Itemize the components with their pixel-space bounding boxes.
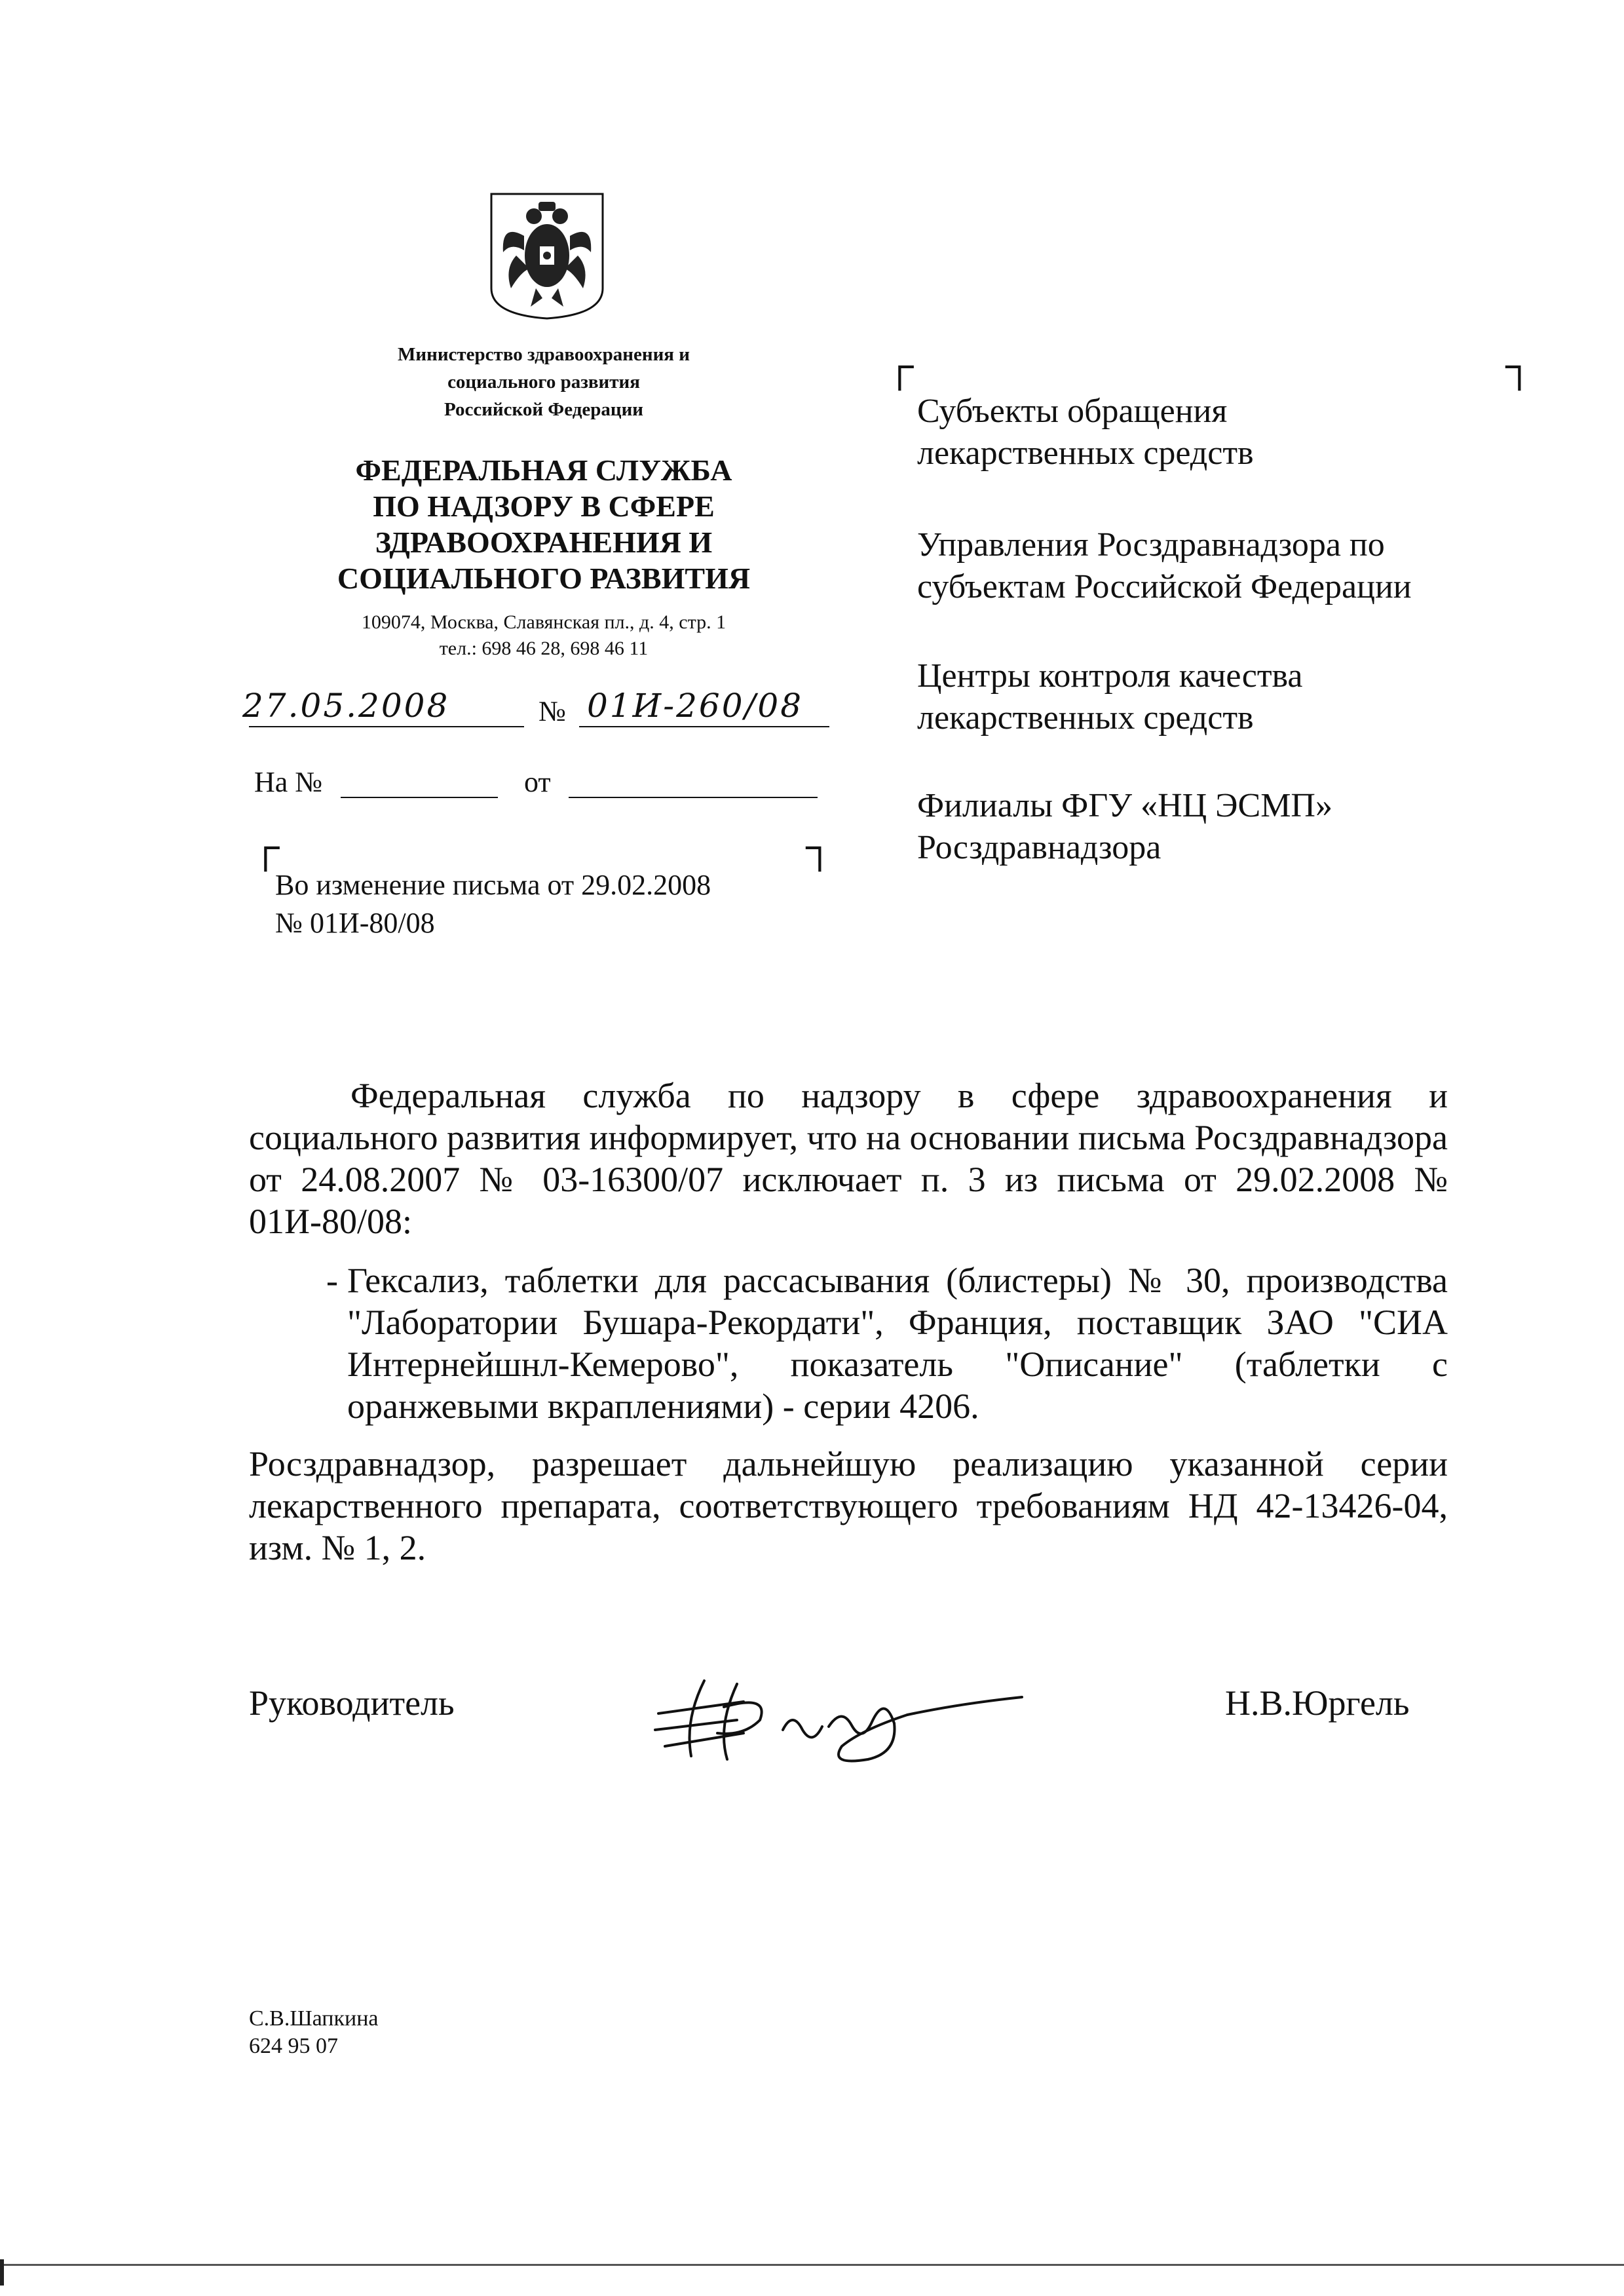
service-line: СОЦИАЛЬНОГО РАЗВИТИЯ bbox=[337, 562, 751, 595]
amendment-line: № 01И-80/08 bbox=[275, 907, 435, 939]
addressee-line: Центры контроля качества bbox=[917, 657, 1303, 695]
body-paragraph: Федеральная служба по надзору в сфере здравоохранения и социального развития информирует, что на основании письма Росздравнадзора от 24.08.2007 № 03-16300/07 исключает п. 3 из письма от 29.02.2008 № 01И-80/08: bbox=[249, 1076, 1448, 1241]
bullet-marker: - bbox=[326, 1261, 338, 1300]
reply-number-label: На № bbox=[254, 766, 323, 798]
addressee-line: Филиалы ФГУ «НЦ ЭСМП» bbox=[917, 787, 1332, 824]
executor-info bbox=[249, 2005, 379, 2060]
addressee-line: субъектам Российской Федерации bbox=[917, 568, 1412, 605]
handwritten-signature bbox=[645, 1668, 1032, 1772]
addressee-line: Управления Росздравнадзора по bbox=[917, 526, 1385, 564]
addressee-block bbox=[917, 655, 1539, 739]
addressee-line: лекарственных средств bbox=[917, 434, 1254, 472]
letter-number: 01И-260/08 bbox=[587, 687, 804, 725]
bullet-item: Гексализ, таблетки для рассасывания (блистеры) № 30, производства "Лаборатории Бушара-Рекордати", Франция, поставщик ЗАО "СИА Интернейшнл-Кемерово", показатель "Описание" (таблетки с оранжевыми вкраплениями) - серии 4206. bbox=[347, 1261, 1448, 1426]
letter-date: 27.05.2008 bbox=[242, 687, 450, 725]
date-underline bbox=[249, 726, 524, 727]
ministry-line: Российской Федерации bbox=[444, 399, 643, 420]
addressee-block bbox=[917, 785, 1539, 869]
addressee-line: Субъекты обращения bbox=[917, 392, 1228, 430]
scan-edge-mark bbox=[0, 2259, 4, 2286]
addressee-block bbox=[917, 391, 1539, 474]
corner-bracket-left: ┌ bbox=[886, 343, 914, 389]
service-line: ПО НАДЗОРУ В СФЕРЕ bbox=[373, 489, 715, 523]
corner-bracket-left: ┌ bbox=[252, 824, 280, 870]
number-underline bbox=[579, 726, 829, 727]
reply-date-blank bbox=[569, 797, 818, 798]
reply-number-blank bbox=[341, 797, 498, 798]
corner-bracket-right: ┐ bbox=[806, 824, 834, 870]
addressee-line: Росздравнадзора bbox=[917, 829, 1161, 866]
organization-address bbox=[308, 609, 780, 662]
service-line: ФЕДЕРАЛЬНАЯ СЛУЖБА bbox=[355, 453, 732, 487]
executor-phone: 624 95 07 bbox=[249, 2034, 338, 2058]
addressee-line: лекарственных средств bbox=[917, 699, 1254, 737]
letter-number-label: № bbox=[538, 695, 566, 727]
signatory-title: Руководитель bbox=[249, 1683, 455, 1723]
service-line: ЗДРАВООХРАНЕНИЯ И bbox=[375, 526, 713, 559]
signatory-name: Н.В.Юргель bbox=[1225, 1683, 1410, 1723]
service-name bbox=[308, 452, 780, 596]
reply-date-label: от bbox=[524, 766, 551, 798]
ministry-line: Министерство здравоохранения и bbox=[398, 344, 690, 365]
addressee-block bbox=[917, 524, 1539, 608]
coat-of-arms-icon bbox=[485, 190, 609, 321]
scan-edge-line bbox=[0, 2264, 1624, 2266]
corner-bracket-right: ┐ bbox=[1505, 343, 1534, 389]
body-paragraph: Росздравнадзор, разрешает дальнейшую реализацию указанной серии лекарственного препарата, соответствующего требованиям НД 42-13426-04, изм. № 1, 2. bbox=[249, 1444, 1448, 1567]
ministry-line: социального развития bbox=[447, 372, 640, 392]
amendment-line: Во изменение письма от 29.02.2008 bbox=[275, 869, 711, 901]
ministry-name bbox=[341, 341, 747, 423]
address-line: 109074, Москва, Славянская пл., д. 4, стр. 1 bbox=[361, 611, 727, 633]
amendment-note bbox=[275, 866, 812, 942]
phone-line: тел.: 698 46 28, 698 46 11 bbox=[439, 638, 649, 659]
executor-name: С.В.Шапкина bbox=[249, 2006, 379, 2031]
